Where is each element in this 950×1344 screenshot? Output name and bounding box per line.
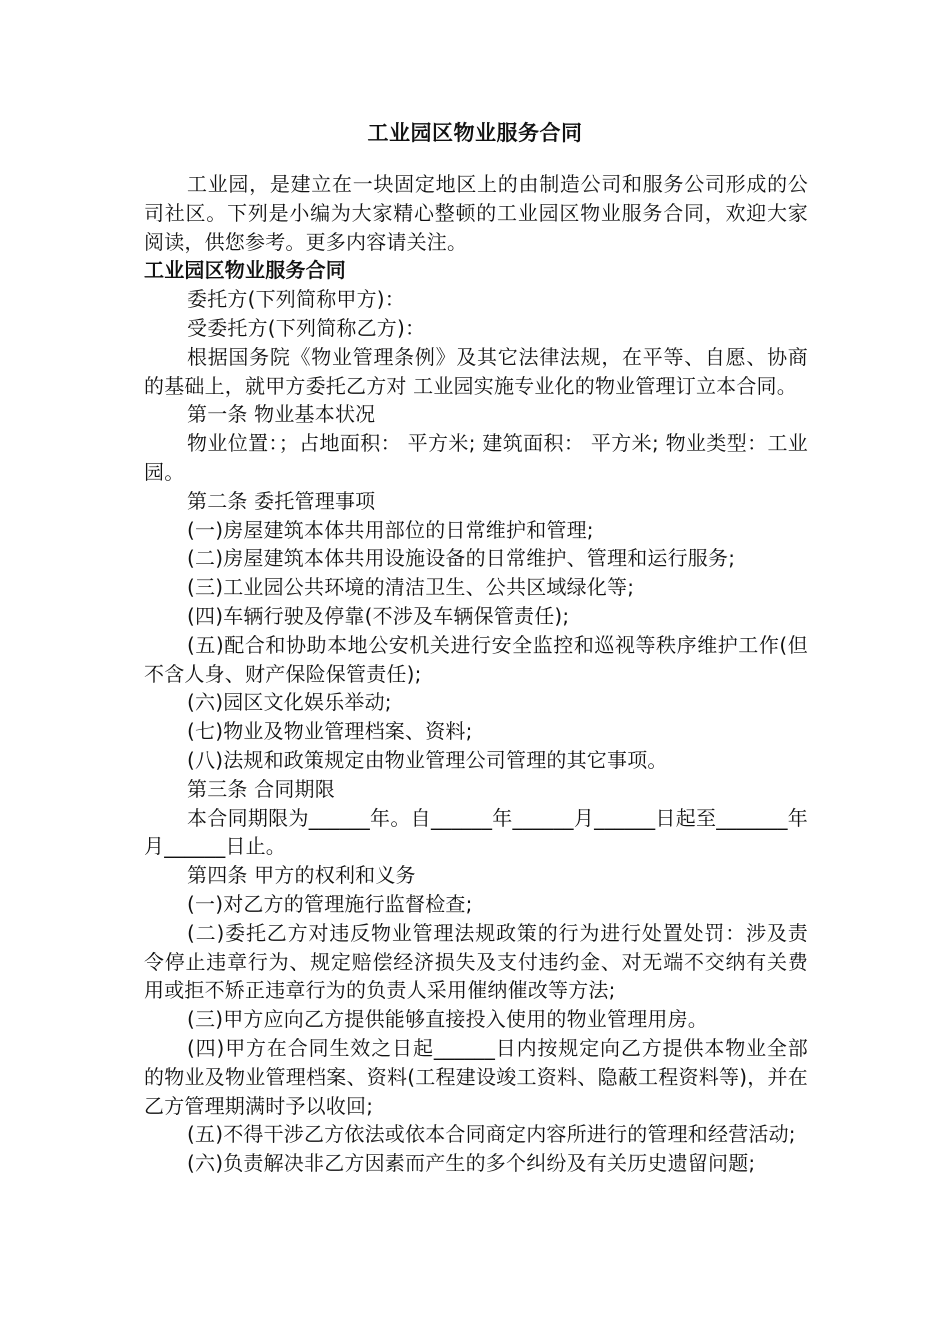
- party-a-line: 委托方(下列简称甲方)：: [187, 287, 406, 312]
- document-title: 工业园区物业服务合同: [367, 121, 583, 145]
- article-3-heading: 第三条 合同期限: [187, 776, 335, 801]
- article-2-item-7: (七)物业及物业管理档案、资料;: [187, 719, 473, 744]
- article-4-item-3: (三)甲方应向乙方提供能够直接投入使用的物业管理用房。: [187, 1007, 709, 1032]
- document-body: [144, 170, 808, 1178]
- article-2-item-8: (八)法规和政策规定由物业管理公司管理的其它事项。: [187, 747, 668, 772]
- preamble-paragraph: 根据国务院《物业管理条例》及其它法律法规，在平等、自愿、协商的基础上，就甲方委托乙方对 工业园实施专业化的物业管理订立本合同。: [144, 344, 808, 398]
- article-4-heading: 第四条 甲方的权利和义务: [187, 863, 416, 888]
- intro-paragraph: 工业园，是建立在一块固定地区上的由制造公司和服务公司形成的公司社区。下列是小编为大家精心整顿的工业园区物业服务合同，欢迎大家阅读，供您参考。更多内容请关注。: [144, 172, 808, 254]
- section-heading: 工业园区物业服务合同: [144, 258, 346, 283]
- article-2-heading: 第二条 委托管理事项: [187, 488, 376, 513]
- article-2-item-1: (一)房屋建筑本体共用部位的日常维护和管理;: [187, 517, 594, 542]
- property-info-paragraph: 物业位置：；占地面积： 平方米; 建筑面积： 平方米; 物业类型：工业园。: [144, 431, 808, 484]
- article-2-item-2: (二)房屋建筑本体共用设施设备的日常维护、管理和运行服务;: [187, 546, 736, 571]
- article-4-item-5: (五)不得干涉乙方依法或依本合同商定内容所进行的管理和经营活动;: [187, 1122, 796, 1147]
- article-4-item-6: (六)负责解决非乙方因素而产生的多个纠纷及有关历史遗留问题;: [187, 1151, 756, 1176]
- article-1-heading: 第一条 物业基本状况: [187, 402, 376, 427]
- article-4-item-4: (四)甲方在合同生效之日起______日内按规定向乙方提供本物业全部的物业及物业管理档案、资料(工程建设竣工资料、隐蔽工程资料等)，并在乙方管理期满时予以收回;: [144, 1035, 808, 1118]
- contract-term-paragraph: 本合同期限为______年。自______年______月______日起至_______年 月______日止。: [144, 805, 808, 859]
- article-2-item-4: (四)车辆行驶及停靠(不涉及车辆保管责任);: [187, 603, 570, 628]
- article-2-item-6: (六)园区文化娱乐举动;: [187, 690, 392, 715]
- article-4-item-2: (二)委托乙方对违反物业管理法规政策的行为进行处置处罚：涉及责令停止违章行为、规定赔偿经济损失及支付违约金、对无端不交纳有关费用或拒不矫正违章行为的负责人采用催纳催改等方法;: [144, 920, 808, 1003]
- article-4-item-1: (一)对乙方的管理施行监督检查;: [187, 891, 473, 916]
- party-b-line: 受委托方(下列简称乙方)：: [187, 315, 426, 340]
- article-2-item-5: (五)配合和协助本地公安机关进行安全监控和巡视等秩序维护工作(但不含人身、财产保险保管责任);: [144, 632, 808, 686]
- article-2-item-3: (三)工业园公共环境的清洁卫生、公共区域绿化等;: [187, 575, 635, 600]
